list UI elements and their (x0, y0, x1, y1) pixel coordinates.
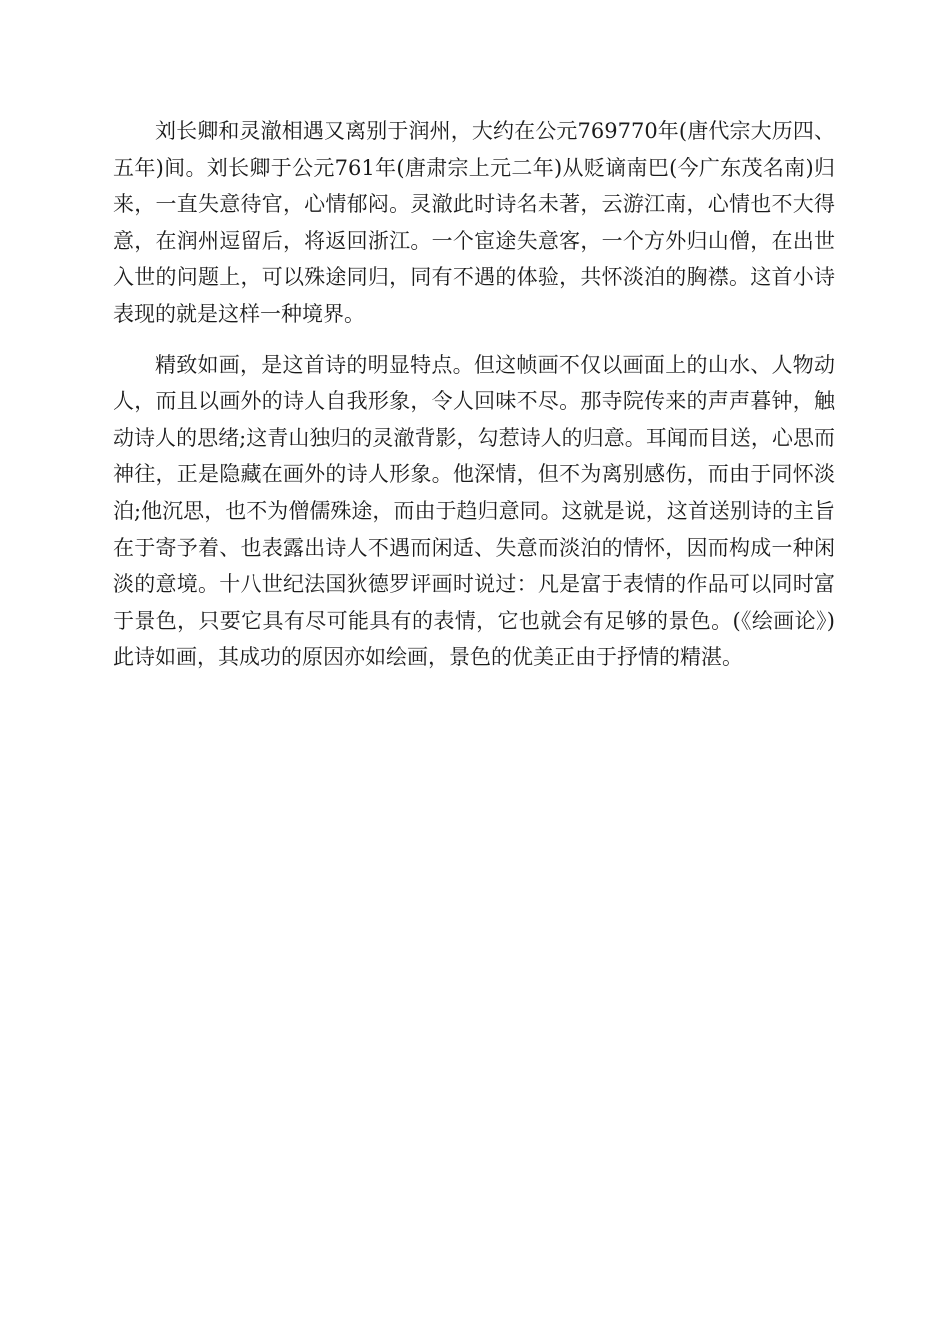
document-body (113, 113, 835, 676)
paragraph-2: 精致如画，是这首诗的明显特点。但这帧画不仅以画面上的山水、人物动人，而且以画外的诗人自我形象，令人回味不尽。那寺院传来的声声暮钟，触动诗人的思绪;这青山独归的灵澈背影，勾惹诗人的归意。耳闻而目送，心思而神往，正是隐藏在画外的诗人形象。他深情，但不为离别感伤，而由于同怀淡泊;他沉思，也不为僧儒殊途，而由于趋归意同。这就是说，这首送别诗的主旨在于寄予着、也表露出诗人不遇而闲适、失意而淡泊的情怀，因而构成一种闲淡的意境。十八世纪法国狄德罗评画时说过：凡是富于表情的作品可以同时富于景色，只要它具有尽可能具有的表情，它也就会有足够的景色。(《绘画论》)此诗如画，其成功的原因亦如绘画，景色的优美正由于抒情的精湛。 (113, 352, 835, 670)
paragraph-1: 刘长卿和灵澈相遇又离别于润州，大约在公元769770年(唐代宗大历四、五年)间。刘长卿于公元761年(唐肃宗上元二年)从贬谪南巴(今广东茂名南)归来，一直失意待官，心情郁闷。灵澈此时诗名未著，云游江南，心情也不大得意，在润州逗留后，将返回浙江。一个宦途失意客，一个方外归山僧，在出世入世的问题上，可以殊途同归，同有不遇的体验，共怀淡泊的胸襟。这首小诗表现的就是这样一种境界。 (113, 119, 835, 326)
